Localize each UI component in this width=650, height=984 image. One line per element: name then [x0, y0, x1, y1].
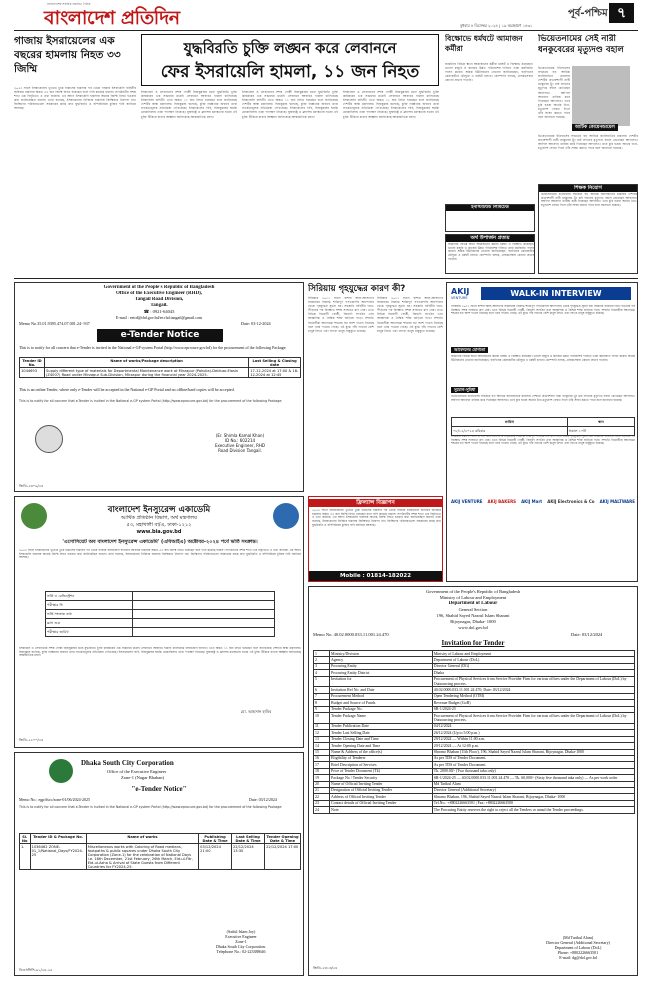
dol-row-value: 29/12/2024 — At 12:00 p.m.	[432, 743, 634, 749]
dol-signer-dept: Department of Labour (DoL)	[554, 945, 602, 950]
syria-headline: সিরিয়ায় গৃহযুদ্ধের কারণ কী?	[308, 284, 406, 294]
rhd-col-closing: Last Selling & Closing date	[249, 358, 301, 368]
dol-row-number: 15	[314, 749, 330, 755]
dscc-tender-notice	[14, 752, 304, 976]
rhd-date: Date: 03-12-2024	[241, 321, 271, 326]
dscc-col-tid: Tender ID & Package No.	[30, 834, 86, 844]
dscc-signer-title: Executive Engineer	[225, 934, 257, 939]
akij-walkin-ad	[446, 282, 638, 582]
dol-ref: জিডি-২৩১৩/২৪	[313, 966, 338, 970]
bia-notice	[14, 496, 304, 748]
dol-row-value: The Procuring Entity reserves the right to reject all the Tenders or annul the Tender proceedings.	[432, 807, 634, 813]
dscc-zone: Zone-1 (Nagar Bhaban)	[121, 775, 164, 780]
rhd-email: E-mail : eetrd@rhd.gov.bd/ee.rhd.tangail@gmail.com	[115, 315, 203, 320]
bia-headline: 'এসোসিয়েট অব বাংলাদেশ ইনস্যুরেন্স একাডেমি' (এবিআইএ) অক্টোবর-২০২৪ পর্বে ভর্তি সংক্রান্ত।	[62, 539, 258, 545]
bia-row5-label: পরীক্ষার তারিখ	[46, 628, 133, 637]
dol-row-number: 21	[314, 787, 330, 793]
dol-office: General Section	[458, 607, 488, 612]
dol-row-label: Brief Description of Services	[330, 762, 433, 768]
bia-sub2: ৫৩, মহাখালী বা/এ, ঢাকা-১২১২	[126, 522, 192, 528]
dol-row-value: SR-1/2024-25	[432, 706, 634, 712]
bia-title: বাংলাদেশ ইনস্যুরেন্স একাডেমি	[107, 505, 211, 515]
brand-tagline: বাংলাদেশের সর্বাধিক প্রচারিত দৈনিক	[47, 2, 91, 6]
dol-row-number: 3	[314, 663, 330, 669]
dscc-signature-block	[181, 929, 301, 954]
dscc-col-sl: Sl. No	[20, 834, 31, 844]
dol-row-label: Package No / Tender Security	[330, 775, 433, 781]
gaza-headline: গাজায় ইসরায়েলের এক বছরের হামলায় নিহত ৩৩ জিম্মি	[14, 35, 121, 75]
dol-row-value: Department of Labour (DoL)	[432, 657, 634, 663]
dol-table-row	[314, 807, 635, 813]
gaza-body: ২০২৩ সালে ইসরায়েলের ভূখণ্ডে ঢুকে হামাসের হামলার পর থেকে গাজায় ইসরায়েলি বাহিনীর অবিরাম হামলায় অন্তত ৩৩ জন জিম্মি নিহত হয়েছেন বলে দাবি করেছে হামাস। সংগঠনটির সশস্ত্র শাখা এক বিবৃতিতে এ তথ্য জানায়। এর আগে ইসরায়েলি হামলায় অনেক জিম্মি নিহত হওয়ার কথা জানিয়েছিল হামাস। তারা বলেছে, ইসরায়েলের নির্বিচার হামলায় জিম্মিরাও নিরাপদ নন। জিম্মিদের পরিবারগুলো সরকারের কাছে দ্রুত যুদ্ধবিরতি ও বন্দিবিনিময় চুক্তির দাবি জানিয়ে আসছে।	[14, 86, 136, 111]
rhd-package: Supply different type of materials for Departmental Maintenance work at Mirzapur (Pakulla)-Delduar-Elasin (Z4007) Road under Mirzapur Sub-Division, Mirzapur during the financial year 2024-2025.	[45, 368, 249, 378]
dol-row-number: 7	[314, 693, 330, 699]
bia-row3-value	[133, 610, 275, 619]
dscc-tid: 1036462 ZONE-01_1/National_Days/FY2024-25	[30, 844, 86, 870]
lebanon-headline-2: ফের ইসরায়েলি হামলা, ১১ জন নিহত	[160, 62, 420, 82]
vietnam-body-a: ভিয়েতনামের ইতিহাসের সবচেয়ে বড় আর্থিক জালিয়াতির মামলায় দেশটির প্রভাবশালী নারী ধনকুবের ট্রুং মাই ল্যানের মৃত্যুদণ্ড বহাল রেখেছেন আদালত। আপিল আবেদন খারিজ করে দিয়েছেন আদালত। তবে চুরি হওয়া অর্থের তিন-চতুর্থাংশ ফেরত দিলে তাঁর সাজা কমতে পারে বলে জানানো হয়েছে।	[538, 66, 570, 120]
dol-row-label: Invitation Ref No. and Date	[330, 687, 433, 693]
dol-row-number: 12	[314, 730, 330, 736]
akij-title: WALK-IN INTERVIEW	[481, 287, 631, 300]
small-ad-2-title: শিক্ষক নিয়োগ	[539, 185, 637, 192]
dol-memo: Memo No. 40.02.0000.033.11.001.24.470	[313, 632, 389, 637]
dol-row-value: Dhaka	[432, 670, 634, 676]
dol-row-value: Shromo Bhaban, 196, Shahid Sayed Nazrul Islam Sharani, Bijoynagar, Dhaka- 1000	[432, 794, 634, 800]
dol-row-label: Procuring Entity District	[330, 670, 433, 676]
vietnam-headline: ভিয়েতনামের সেই নারী ধনকুবেরের মৃত্যুদণ্ড বহাল	[538, 34, 624, 55]
small-ad-2-text: ভিয়েতনামের ইতিহাসের সবচেয়ে বড় আর্থিক জালিয়াতির মামলায় দেশটির প্রভাবশালী নারী ধনকুবের ট্রুং মাই ল্যানের মৃত্যুদণ্ড বহাল রেখেছেন আদালত। আপিল আবেদন খারিজ করে দিয়েছেন আদালত। তবে চুরি হওয়া অর্থের তিন-চতুর্থাংশ ফেরত দিলে তাঁর সাজা কমতে পারে বলে জানানো হয়েছে।	[541, 193, 637, 208]
dscc-sl: 1.	[20, 844, 31, 870]
rhd-office: Office of the Executive Engineer (RHD),	[116, 291, 202, 296]
dol-row-number: 2	[314, 657, 330, 663]
dol-row-number: 18	[314, 768, 330, 774]
dol-row-number: 6	[314, 687, 330, 693]
lebanon-headline-1: যুদ্ধবিরতি চুক্তি লঙ্ঘন করে লেবাননে	[183, 41, 397, 57]
dol-row-value: As per TDS of Tender Document.	[432, 762, 634, 768]
small-ad-3-title: ইনস্টিটিউট লিমিটেড	[446, 205, 534, 211]
bia-row4-label: ক্লাস শুরু	[46, 619, 133, 628]
dol-row-label: Procurement Method	[330, 693, 433, 699]
dscc-col-sell: Last Selling Date & Time	[231, 834, 264, 844]
dol-row-value: Open Tendering Method (OTM)	[432, 693, 634, 699]
dol-row-number: 20	[314, 781, 330, 787]
section-name: পূর্ব-পশ্চিম	[568, 8, 608, 19]
akij-qualification-text: জার্মানির বিভিন্ন স্থানে আমাজনের কর্মীরা ধর্মঘট ও বিক্ষোভ করেছেন। ভালো মজুরি ও কাজের উন্নত পরিবেশের দাবিতে তারা কর্মবিরতি পালন করেন। শ্রমিক ইউনিয়নের নেতারা জানিয়েছেন, বড়দিনের কেনাকাটার মৌসুমে এ ধর্মঘট চলবে। কোম্পানি বলছে, গ্রাহকসেবায় কোনো প্রভাব পড়েনি।	[451, 355, 635, 362]
dol-row-number: 22	[314, 794, 330, 800]
rhd-tender-notice	[14, 282, 304, 492]
dol-row-value: Ministry of Labour and Employment	[432, 651, 634, 657]
dscc-signer-phone: Telephone No.: 02-223388646	[216, 949, 266, 954]
bia-row4-value	[133, 619, 275, 628]
newspaper-logo: বাংলাদেশ প্রতিদিন	[44, 7, 180, 29]
akij-qualification-title: আবেদনের যোগ্যতা	[451, 347, 488, 353]
dscc-table	[19, 833, 301, 870]
dol-row-value: As per TDS of Tender Document.	[432, 755, 634, 761]
dol-row-label: Agency	[330, 657, 433, 663]
small-ad-2	[538, 184, 638, 274]
dscc-memo: Memo No.: egp/dscc/zone-01/06/2024-2025	[19, 797, 90, 802]
syria-article	[308, 282, 443, 494]
news-ads-rule	[14, 278, 638, 279]
akij-logo-bakers: AKIJ BAKERS	[487, 498, 517, 504]
bia-signer: মো. আহসান হাবিব	[240, 709, 272, 714]
dol-row-label: Contact details of Official Inviting Tender	[330, 800, 433, 806]
syria-body-col1: সিরিয়ায় ২০১১ সালে বাশার আল-আসাদের সরকারের বিরুদ্ধে শান্তিপূর্ণ গণতন্ত্রপন্থি আন্দোলন থেকে গৃহযুদ্ধের সূচনা হয়। সরকারি বাহিনীর দমন-পীড়নের পর বিক্ষোভ সশস্ত্র সংঘাতে রূপ নেয়। এতে বিভিন্ন বিদ্রোহী গোষ্ঠী, জিহাদি সংগঠন এবং আঞ্চলিক ও বৈশ্বিক শক্তি জড়িয়ে পড়ে। সম্প্রতি বিদ্রোহীরা আলেপ্পো শহরের বড় অংশ দখলে নিয়েছে বলে খবর পাওয়া গেছে। এই যুদ্ধে পাঁচ লাখের বেশি মানুষ নিহত এবং লাখো মানুষ বাস্তুচ্যুত হয়েছে।	[308, 296, 374, 333]
dol-row-value: Md Tarikul Alam	[432, 781, 634, 787]
dol-gov: Government of the People's Republic of Bangladesh	[425, 589, 521, 594]
rhd-intro: This is to notify for all concern that e-Tender is invited in the National e-GP system Portal (http://www.eprocure.gov.bd) for the procurement of the following Package:	[19, 345, 287, 350]
dol-row-label: Invitation for	[330, 676, 433, 687]
small-ad-1	[445, 234, 535, 274]
rhd-emblem	[35, 425, 63, 453]
dol-row-label: Tender Last Selling Date	[330, 730, 433, 736]
akij-benefits-title: সুযোগ-সুবিধা	[451, 387, 478, 393]
dol-row-label: Procuring Entity	[330, 663, 433, 669]
dol-row-number: 17	[314, 762, 330, 768]
dol-row-label: Address of Official Inviting Tender	[330, 794, 433, 800]
rhd-memo: Memo No.35.01.9395.474.07.001.24- 937	[19, 321, 90, 326]
akij-venue-text: সিরিয়ায় ২০১১ সালে বাশার আল-আসাদের সরকারের বিরুদ্ধে শান্তিপূর্ণ গণতন্ত্রপন্থি আন্দোলন থেকে গৃহযুদ্ধের সূচনা হয়। সরকারি বাহিনীর দমন-পীড়নের পর বিক্ষোভ সশস্ত্র সংঘাতে রূপ নেয়। এতে বিভিন্ন বিদ্রোহী গোষ্ঠী, জিহাদি সংগঠন এবং আঞ্চলিক ও বৈশ্বিক শক্তি জড়িয়ে পড়ে। সম্প্রতি বিদ্রোহীরা আলেপ্পো শহরের বড় অংশ দখলে নিয়েছে বলে খবর পাওয়া গেছে। এই যুদ্ধে পাঁচ লাখের বেশি মানুষ নিহত এবং লাখো মানুষ বাস্তুচ্যুত হয়েছে।	[451, 435, 635, 446]
dscc-office: Office of the Executive Engineer	[107, 769, 167, 774]
akij-logo: AKIJ	[451, 287, 470, 296]
classified-text: ২০২৩ সালে ইসরায়েলের ভূখণ্ডে ঢুকে হামাসের হামলার পর থেকে গাজায় ইসরায়েলি বাহিনীর অবিরাম হামলায় অন্তত ৩৩ জন জিম্মি নিহত হয়েছেন বলে দাবি করেছে হামাস। সংগঠনটির সশস্ত্র শাখা এক বিবৃতিতে এ তথ্য জানায়। এর আগে ইসরায়েলি হামলায় অনেক জিম্মি নিহত হওয়ার কথা জানিয়েছিল হামাস। তারা বলেছে, ইসরায়েলের নির্বিচার হামলায় জিম্মিরাও নিরাপদ নন। জিম্মিদের পরিবারগুলো সরকারের কাছে দ্রুত যুদ্ধবিরতি ও বন্দিবিনিময় চুক্তির দাবি জানিয়ে আসছে।	[312, 509, 441, 527]
akij-logo-mart: AKIJ Mart	[521, 498, 543, 504]
bia-sub1: আর্থিক প্রতিষ্ঠান বিভাগ, অর্থ মন্ত্রণালয়	[120, 515, 198, 521]
dol-ministry: Ministry of Labour and Employment	[439, 595, 507, 600]
dol-row-number: 5	[314, 676, 330, 687]
rhd-closing: 17-12-2024 at 17:00 & 18-12-2024 at 12:45	[249, 368, 301, 378]
dscc-signer-org: Dhaka South City Corporation.	[216, 944, 266, 949]
dol-row-label: Eligibility of Tenderer	[330, 755, 433, 761]
bia-row1-value	[133, 592, 275, 601]
dol-row-label: Name of Official Inviting Tender	[330, 781, 433, 787]
dol-address: 196, Shahid Sayed Nazrul Islam Sharani	[436, 613, 510, 618]
dol-row-value: Shromo Bhaban (11th Floor), 196, Shahid Sayed Nazrul Islam Sharani, Bijoynagar, Dhaka-1000	[432, 749, 634, 755]
bia-ref: জিডি-২২০০/২৪	[19, 738, 44, 742]
dol-row-label: Tender Opening Date and Time	[330, 743, 433, 749]
header-rule	[14, 30, 638, 31]
small-ad-1-text: জার্মানির বিভিন্ন স্থানে আমাজনের কর্মীরা ধর্মঘট ও বিক্ষোভ করেছেন। ভালো মজুরি ও কাজের উন্নত পরিবেশের দাবিতে তারা কর্মবিরতি পালন করেন। শ্রমিক ইউনিয়নের নেতারা জানিয়েছেন, বড়দিনের কেনাকাটার মৌসুমে এ ধর্মঘট চলবে। কোম্পানি বলছে, গ্রাহকসেবায় কোনো প্রভাব পড়েনি।	[448, 243, 534, 261]
lebanon-body-col1: ইসরায়েল ও লেবাননের সশস্ত্র গোষ্ঠী হিজবুল্লাহর মধ্যে যুদ্ধবিরতি চুক্তি কার্যকরের এক সপ্তাহের মধ্যেই লেবাননে আবারও হামলা চালিয়েছে ইসরায়েলি বাহিনী। এতে অন্তত ১১ জন নিহত হয়েছেন বলে জানিয়েছে দেশটির স্বাস্থ্য মন্ত্রণালয়। হিজবুল্লাহ বলেছে, চুক্তি লঙ্ঘনের জবাবে তারা সতর্কতামূলক প্রতিক্রিয়া দেখিয়েছে। ইসরায়েলের দাবি, হিজবুল্লাহর হুমকি মোকাবিলায় তারা পদক্ষেপ নিয়েছে। যুক্তরাষ্ট্র ও ফ্রান্সের মধ্যস্থতায় হওয়া এই চুক্তি টিকিয়ে রাখার আহ্বান জানিয়েছে আন্তর্জাতিক মহল।	[141, 90, 237, 119]
dol-row-label: Tender Closing Date and Time	[330, 736, 433, 742]
lebanon-body-col3: ইসরায়েল ও লেবাননের সশস্ত্র গোষ্ঠী হিজবুল্লাহর মধ্যে যুদ্ধবিরতি চুক্তি কার্যকরের এক সপ্তাহের মধ্যেই লেবাননে আবারও হামলা চালিয়েছে ইসরায়েলি বাহিনী। এতে অন্তত ১১ জন নিহত হয়েছেন বলে জানিয়েছে দেশটির স্বাস্থ্য মন্ত্রণালয়। হিজবুল্লাহ বলেছে, চুক্তি লঙ্ঘনের জবাবে তারা সতর্কতামূলক প্রতিক্রিয়া দেখিয়েছে। ইসরায়েলের দাবি, হিজবুল্লাহর হুমকি মোকাবিলায় তারা পদক্ষেপ নিয়েছে। যুক্তরাষ্ট্র ও ফ্রান্সের মধ্যস্থতায় হওয়া এই চুক্তি টিকিয়ে রাখার আহ্বান জানিয়েছে আন্তর্জাতিক মহল।	[343, 90, 439, 119]
dscc-title: "e-Tender Notice"	[131, 785, 187, 793]
akij-schedule-table	[451, 417, 635, 436]
dol-row-value: 04/12/2024	[432, 723, 634, 729]
dol-signer-phone: Phone: +8802226663501	[557, 950, 599, 955]
dol-row-label: Designation of Official Inviting Tender	[330, 787, 433, 793]
classified-ad	[308, 496, 443, 582]
bia-row2-label: পরীক্ষার ফি	[46, 601, 133, 610]
dscc-works: Miscellaneous works with Coloring of Road medians, footpaths & public squares under Dhaka South City Corporation (Zone-1) for the celebration of National Days i.e. 16th December, 21st February, 26th March, Eid-ul-Fitr, Eid-ul-Azha & Arrival of State Guests from Different Countries for FY2024-25.	[86, 844, 198, 870]
akij-intro: সিরিয়ায় ২০১১ সালে বাশার আল-আসাদের সরকারের বিরুদ্ধে শান্তিপূর্ণ গণতন্ত্রপন্থি আন্দোলন থেকে গৃহযুদ্ধের সূচনা হয়। সরকারি বাহিনীর দমন-পীড়নের পর বিক্ষোভ সশস্ত্র সংঘাতে রূপ নেয়। এতে বিভিন্ন বিদ্রোহী গোষ্ঠী, জিহাদি সংগঠন এবং আঞ্চলিক ও বৈশ্বিক শক্তি জড়িয়ে পড়ে। সম্প্রতি বিদ্রোহীরা আলেপ্পো শহরের বড় অংশ দখলে নিয়েছে বলে খবর পাওয়া গেছে। এই যুদ্ধে পাঁচ লাখের বেশি মানুষ নিহত এবং লাখো মানুষ বাস্তুচ্যুত হয়েছে।	[451, 305, 635, 316]
bia-intro: ২০২৩ সালে ইসরায়েলের ভূখণ্ডে ঢুকে হামাসের হামলার পর থেকে গাজায় ইসরায়েলি বাহিনীর অবিরাম হামলায় অন্তত ৩৩ জন জিম্মি নিহত হয়েছেন বলে দাবি করেছে হামাস। সংগঠনটির সশস্ত্র শাখা এক বিবৃতিতে এ তথ্য জানায়। এর আগে ইসরায়েলি হামলায় অনেক জিম্মি নিহত হওয়ার কথা জানিয়েছিল হামাস। তারা বলেছে, ইসরায়েলের নির্বিচার হামলায় জিম্মিরাও নিরাপদ নন। জিম্মিদের পরিবারগুলো সরকারের কাছে দ্রুত যুদ্ধবিরতি ও বন্দিবিনিময় চুক্তির দাবি জানিয়ে আসছে।	[19, 549, 301, 560]
dol-row-number: 4	[314, 670, 330, 676]
rhd-body: This is to notify for all concern that e-Tender is invited in the National e-GP system Portal (http://www.eprocure.gov.bd) for the procurement of the following Package:	[19, 399, 283, 403]
bia-web: www.bia.gov.bd	[136, 529, 182, 535]
dol-row-value: Tk. 2000.00/- (Two thousand taka only)	[432, 768, 634, 774]
rhd-col-id: Tender ID No.	[20, 358, 45, 368]
dol-row-number: 11	[314, 723, 330, 729]
akij-time1: সকাল ১০টা	[567, 427, 634, 436]
dol-row-label: Name & Address of the office(s)	[330, 749, 433, 755]
dol-date: Date: 03/12/2024	[571, 632, 603, 637]
dol-row-value: Procurement of Physical Services from Service Provider Firm for various offices under the Department of Labour (DoL) by Outsourcing process.	[432, 676, 634, 687]
dol-title: Invitation for Tender	[441, 639, 505, 647]
akij-date1: ০৮/১২/২০২৪ রবিবার	[452, 427, 568, 436]
akij-th-date: তারিখ	[452, 418, 568, 427]
classified-mobile: Mobile : 01814-182022	[309, 571, 442, 581]
rhd-signer-id: ID No.: 602214	[224, 438, 256, 443]
dol-signer-email: E-mail: dg@dol.gov.bd	[559, 955, 597, 960]
dscc-col-works: Name of works	[86, 834, 198, 844]
dol-row-number: 24	[314, 807, 330, 813]
syria-body-col2: সিরিয়ায় ২০১১ সালে বাশার আল-আসাদের সরকারের বিরুদ্ধে শান্তিপূর্ণ গণতন্ত্রপন্থি আন্দোলন থেকে গৃহযুদ্ধের সূচনা হয়। সরকারি বাহিনীর দমন-পীড়নের পর বিক্ষোভ সশস্ত্র সংঘাতে রূপ নেয়। এতে বিভিন্ন বিদ্রোহী গোষ্ঠী, জিহাদি সংগঠন এবং আঞ্চলিক ও বৈশ্বিক শক্তি জড়িয়ে পড়ে। সম্প্রতি বিদ্রোহীরা আলেপ্পো শহরের বড় অংশ দখলে নিয়েছে বলে খবর পাওয়া গেছে। এই যুদ্ধে পাঁচ লাখের বেশি মানুষ নিহত এবং লাখো মানুষ বাস্তুচ্যুত হয়েছে।	[377, 296, 443, 333]
dol-row-number: 9	[314, 706, 330, 712]
akij-logo-electronics: AKIJ Electronics & Co	[547, 498, 595, 504]
dol-row-number: 16	[314, 755, 330, 761]
rhd-gov: Government of the People's Republic of Bangladesh	[103, 285, 215, 290]
bia-row5-value	[133, 628, 275, 637]
dol-row-number: 13	[314, 736, 330, 742]
rhd-ref: জিডি-২৩০৯/২৪	[19, 484, 44, 488]
dscc-ref: ডিএসসিসি-৯১/২৪-২৫	[19, 968, 53, 972]
dol-row-label: Price of Tender Document (Tk)	[330, 768, 433, 774]
rhd-signer: (Er. Shimla Kamal Khan)	[215, 433, 265, 438]
dol-table-row	[314, 713, 635, 724]
rhd-phone: ☎ : 0921-64043	[143, 309, 175, 314]
dol-dept: Department of Labour	[448, 601, 498, 606]
dscc-open: 22/12/2024 17:00	[265, 844, 301, 870]
dol-row-number: 1	[314, 651, 330, 657]
rhd-table	[19, 357, 301, 378]
dscc-date: Date: 03/12/2024	[249, 797, 277, 802]
dol-row-label: Budget and Source of Funds	[330, 700, 433, 706]
dol-table-row	[314, 676, 635, 687]
vietnam-body-b: ভিয়েতনামের ইতিহাসের সবচেয়ে বড় আর্থিক জালিয়াতির মামলায় দেশটির প্রভাবশালী নারী ধনকুবের ট্রুং মাই ল্যানের মৃত্যুদণ্ড বহাল রেখেছেন আদালত। আপিল আবেদন খারিজ করে দিয়েছেন আদালত। তবে চুরি হওয়া অর্থের তিন-চতুর্থাংশ ফেরত দিলে তাঁর সাজা কমতে পারে বলে জানানো হয়েছে।	[538, 134, 638, 151]
rhd-tender-id: 1044693	[20, 368, 45, 378]
dol-row-value: Procurement of Physical Services from Service Provider Firm for various offices under the Department of Labour (DoL) by Outsourcing process.	[432, 713, 634, 724]
bia-row3-label: ভর্তি সংক্রান্ত তথ্য	[46, 610, 133, 619]
dol-row-label: Ministry/Division	[330, 651, 433, 657]
bia-row1-label: ভর্তি ও রেজিস্ট্রেশন	[46, 592, 133, 601]
classified-title: ফ্রিল্যান্স বিজ্ঞাপন	[309, 499, 442, 507]
page-number: ৭	[609, 3, 634, 23]
dol-row-label: Tender Publication Date	[330, 723, 433, 729]
dol-row-value: SR-1/2024-25 — 40.02.0000.033.11.001.24.470 — Tk. 60,000/- (Sixty five thousand taka only) — As per work order	[432, 775, 634, 781]
amazon-body: জার্মানির বিভিন্ন স্থানে আমাজনের কর্মীরা ধর্মঘট ও বিক্ষোভ করেছেন। ভালো মজুরি ও কাজের উন্নত পরিবেশের দাবিতে তারা কর্মবিরতি পালন করেন। শ্রমিক ইউনিয়নের নেতারা জানিয়েছেন, বড়দিনের কেনাকাটার মৌসুমে এ ধর্মঘট চলবে। কোম্পানি বলছে, গ্রাহকসেবায় কোনো প্রভাব পড়েনি।	[445, 62, 533, 83]
akij-benefits-text: ভিয়েতনামের ইতিহাসের সবচেয়ে বড় আর্থিক জালিয়াতির মামলায় দেশটির প্রভাবশালী নারী ধনকুবের ট্রুং মাই ল্যানের মৃত্যুদণ্ড বহাল রেখেছেন আদালত। আপিল আবেদন খারিজ করে দিয়েছেন আদালত। তবে চুরি হওয়া অর্থের তিন-চতুর্থাংশ ফেরত দিলে তাঁর সাজা কমতে পারে বলে জানানো হয়েছে।	[451, 395, 635, 402]
dscc-pub: 03/12/2024 21:00	[199, 844, 232, 870]
dscc-intro: This is to notify for all concern that e-Tender is invited in the National e-GP system Portal (http://www.eprocure.gov.bd) for the procurement of the following Package:	[19, 805, 283, 809]
dscc-logo	[49, 759, 73, 783]
dscc-signer: (Saiful Islam Joy)	[226, 929, 256, 934]
dol-row-value: 40.02.0000.033.11.001.24.470; Date: 03/12/2024	[432, 687, 634, 693]
dol-city: Bijoynagar, Dhaka- 1000	[450, 619, 496, 624]
akij-logo-row	[451, 491, 635, 511]
amazon-headline: বিক্ষোভে ধর্মঘটে আমাজন কর্মীরা	[445, 34, 523, 53]
akij-logo-sub: VENTURE	[451, 296, 468, 300]
dol-tender-notice	[308, 586, 638, 976]
akij-logo-venture: AKIJ VENTURE	[451, 498, 483, 504]
lebanon-headline-box	[141, 34, 439, 86]
dscc-signer-zone: Zone-1	[235, 939, 247, 944]
dol-row-number: 23	[314, 800, 330, 806]
dol-row-value: Director General (DG)	[432, 663, 634, 669]
vietnam-photo	[572, 66, 630, 126]
bia-terms: ইসরায়েল ও লেবাননের সশস্ত্র গোষ্ঠী হিজবুল্লাহর মধ্যে যুদ্ধবিরতি চুক্তি কার্যকরের এক সপ্তাহের মধ্যেই লেবাননে আবারও হামলা চালিয়েছে ইসরায়েলি বাহিনী। এতে অন্তত ১১ জন নিহত হয়েছেন বলে জানিয়েছে দেশটির স্বাস্থ্য মন্ত্রণালয়। হিজবুল্লাহ বলেছে, চুক্তি লঙ্ঘনের জবাবে তারা সতর্কতামূলক প্রতিক্রিয়া দেখিয়েছে। ইসরায়েলের দাবি, হিজবুল্লাহর হুমকি মোকাবিলায় তারা পদক্ষেপ নিয়েছে। যুক্তরাষ্ট্র ও ফ্রান্সের মধ্যস্থতায় হওয়া এই চুক্তি টিকিয়ে রাখার আহ্বান জানিয়েছে আন্তর্জাতিক মহল।	[19, 647, 301, 658]
dscc-sell: 22/12/2024 13:30	[231, 844, 264, 870]
dol-row-label: Tender Package No.	[330, 706, 433, 712]
dol-row-number: 14	[314, 743, 330, 749]
bia-table	[45, 591, 275, 637]
dol-row-value: Revenue Budget (GoB)	[432, 700, 634, 706]
dol-row-value: Tel.No.: +8802226663501 | Fax: +8802226663500	[432, 800, 634, 806]
rhd-division: Tangail Road Division,	[134, 297, 184, 302]
rhd-signer-office: Road Division Tangail.	[218, 448, 262, 453]
dol-row-value: 29/12/2024 — Within 11:00 a.m.	[432, 736, 634, 742]
small-ad-1-title: অর্থ উপার্জন প্রত্যয়	[446, 235, 534, 242]
rhd-col-package: Name of works/Package description	[45, 358, 249, 368]
lebanon-body-col2: ইসরায়েল ও লেবাননের সশস্ত্র গোষ্ঠী হিজবুল্লাহর মধ্যে যুদ্ধবিরতি চুক্তি কার্যকরের এক সপ্তাহের মধ্যেই লেবাননে আবারও হামলা চালিয়েছে ইসরায়েলি বাহিনী। এতে অন্তত ১১ জন নিহত হয়েছেন বলে জানিয়েছে দেশটির স্বাস্থ্য মন্ত্রণালয়। হিজবুল্লাহ বলেছে, চুক্তি লঙ্ঘনের জবাবে তারা সতর্কতামূলক প্রতিক্রিয়া দেখিয়েছে। ইসরায়েলের দাবি, হিজবুল্লাহর হুমকি মোকাবিলায় তারা পদক্ষেপ নিয়েছে। যুক্তরাষ্ট্র ও ফ্রান্সের মধ্যস্থতায় হওয়া এই চুক্তি টিকিয়ে রাখার আহ্বান জানিয়েছে আন্তর্জাতিক মহল।	[242, 90, 338, 119]
rhd-signer-title: Executive Engineer, RHD	[215, 443, 265, 448]
vietnam-caption: আটিক কোয়েনন্ডায়েল	[572, 124, 618, 131]
dol-signature-block	[521, 935, 635, 960]
dol-signer: (Md Tarikul Alam)	[562, 935, 594, 940]
dscc-org: Dhaka South City Corporation	[81, 759, 174, 767]
rhd-title: e-Tender Notice	[97, 329, 223, 342]
dscc-col-pub: Publishing Date & Time	[199, 834, 232, 844]
dol-row-label: Tender Package Name	[330, 713, 433, 724]
dol-row-label: Note	[330, 807, 433, 813]
dol-row-value: 26/12/2024 (Up to 5:00 p.m.)	[432, 730, 634, 736]
akij-logo-maltware: AKIJ MALTWARE	[599, 498, 635, 504]
dol-row-number: 8	[314, 700, 330, 706]
dol-signer-title: Director General (Additional Secretary)	[546, 940, 610, 945]
dscc-col-open: Tender Opening Date & Time	[266, 834, 299, 843]
dol-row-number: 19	[314, 775, 330, 781]
dol-row-value: Director General (Additional Secretary)	[432, 787, 634, 793]
akij-th-place: স্থান	[567, 418, 634, 427]
date-line: বুধবার ৪ ডিসেম্বর ২০২৪ | ১৯ অগ্রহায়ণ ১৪৩১	[460, 23, 533, 28]
rhd-note: This is an online Tender, where only e-Tender will be accepted in the National e-GP Portal and no offline/hard copies will be accepted.	[19, 387, 235, 392]
rhd-city: Tangail.	[150, 303, 168, 308]
bia-row2-value	[133, 601, 275, 610]
dol-web: www.dol.gov.bd	[458, 625, 488, 630]
dol-table	[313, 650, 635, 814]
small-ad-3	[445, 204, 535, 232]
dol-row-number: 10	[314, 713, 330, 724]
rhd-signature-block	[185, 433, 295, 453]
